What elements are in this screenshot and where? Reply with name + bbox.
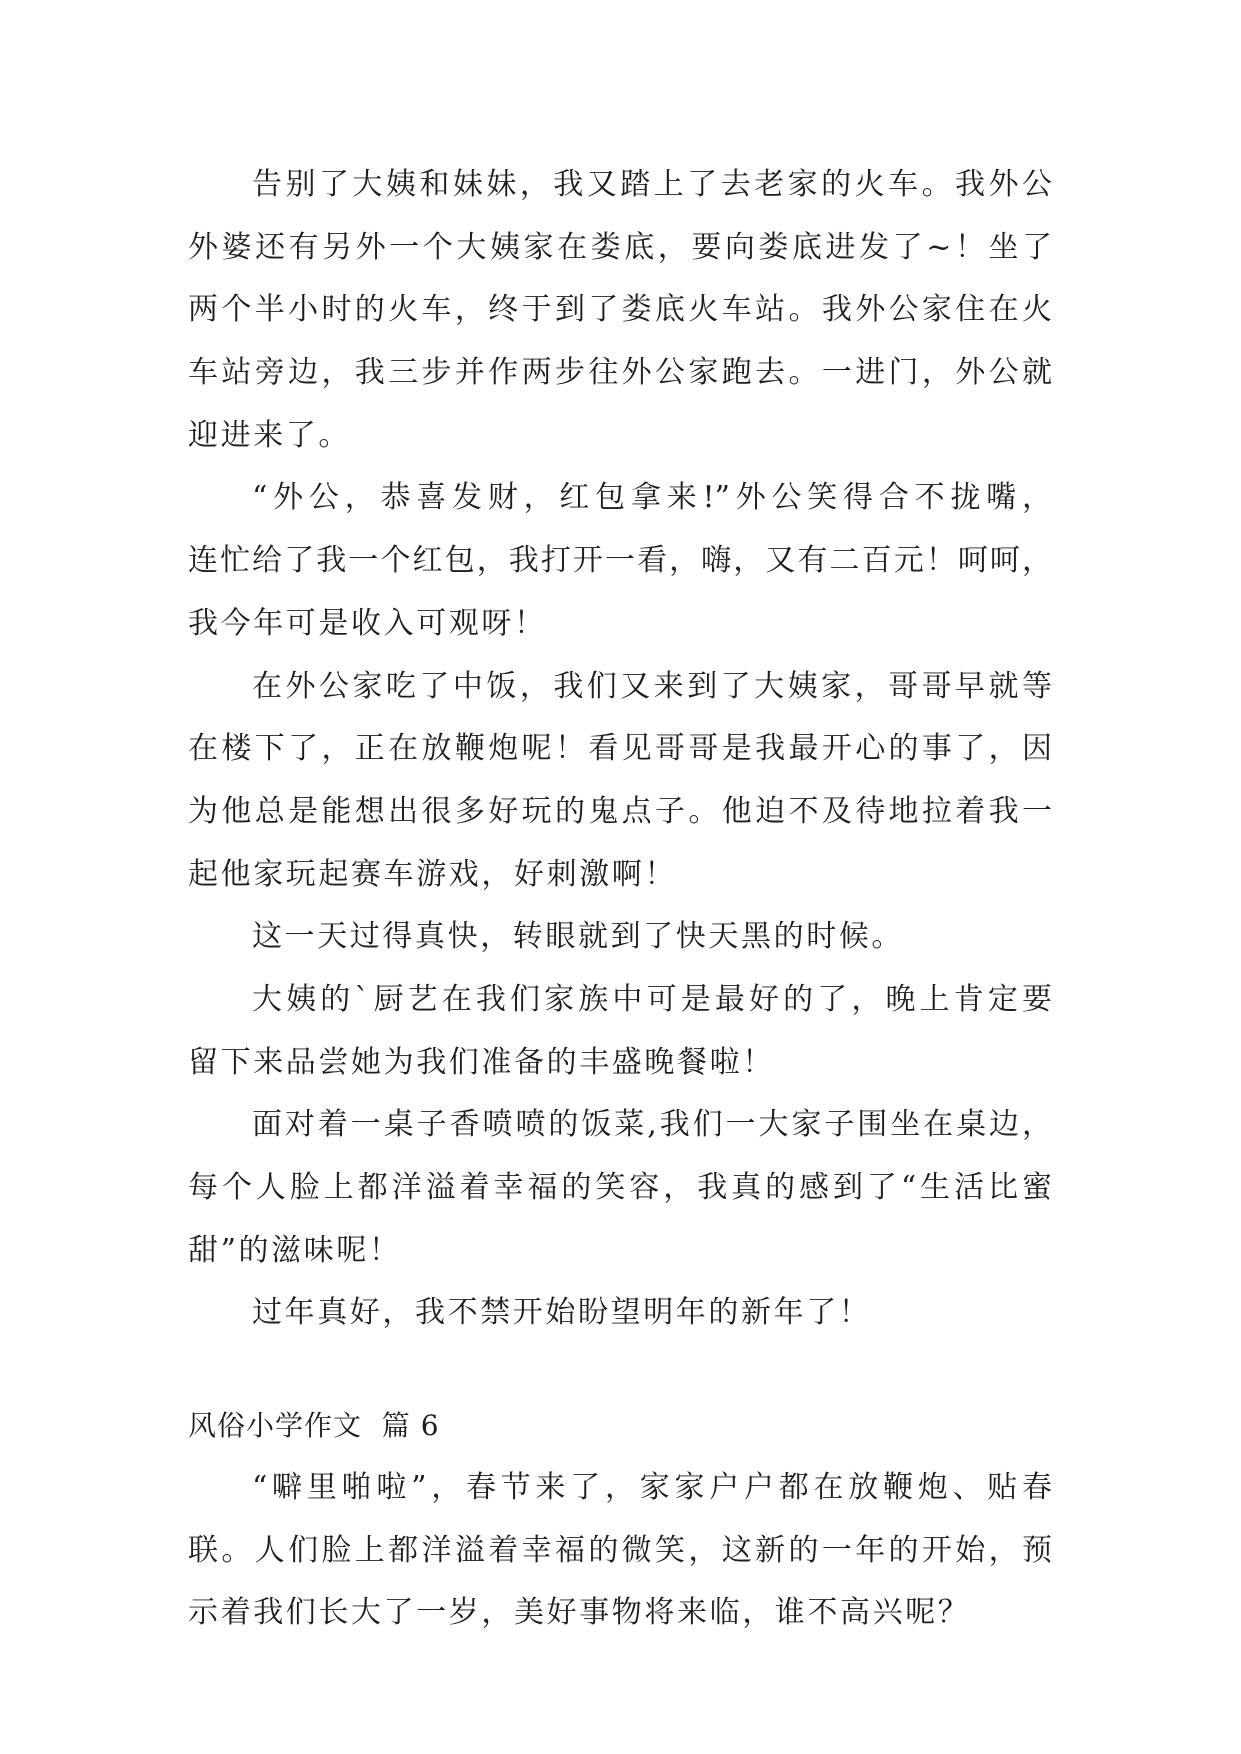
paragraph-line: 连忙给了我一个红包，我打开一看，嗨，又有二百元！呵呵， <box>188 543 1052 579</box>
paragraph-6 <box>188 1094 1052 1282</box>
paragraph-line: 迎进来了。 <box>188 417 351 453</box>
paragraph-line: 面对着一桌子香喷喷的饭菜,我们一大家子围坐在桌边， <box>252 1107 1052 1143</box>
paragraph-line: 过年真好，我不禁开始盼望明年的新年了！ <box>252 1295 872 1331</box>
paragraph-8 <box>188 1457 1052 1645</box>
paragraph-line: 告别了大姨和妹妹，我又踏上了去老家的火车。我外公 <box>252 167 1052 202</box>
paragraph-line: 每个人脸上都洋溢着幸福的笑容，我真的感到了“生活比蜜 <box>188 1170 1052 1205</box>
paragraph-line: 我今年可是收入可观呀！ <box>188 605 547 641</box>
paragraph-line: 两个半小时的火车，终于到了娄底火车站。我外公家住在火 <box>188 292 1052 328</box>
paragraph-line: 甜”的滋味呢！ <box>188 1232 402 1268</box>
section-heading-container <box>188 1396 1052 1456</box>
paragraph-7 <box>188 1282 1052 1345</box>
article-body <box>188 154 1052 1345</box>
paragraph-line: “噼里啪啦”，春节来了，家家户户都在放鞭炮、贴春 <box>252 1470 1052 1505</box>
section-heading: 风俗小学作文 篇 6 <box>188 1409 440 1442</box>
paragraph-line: 在楼下了，正在放鞭炮呢！看见哥哥是我最开心的事了，因 <box>188 731 1052 767</box>
paragraph-line: 外婆还有另外一个大姨家在娄底，要向娄底进发了~！坐了 <box>188 229 1052 265</box>
paragraph-3 <box>188 656 1052 907</box>
paragraph-1 <box>188 154 1052 467</box>
paragraph-line: 联。人们脸上都洋溢着幸福的微笑，这新的一年的开始，预 <box>188 1532 1052 1568</box>
paragraph-line: 留下来品尝她为我们准备的丰盛晚餐啦！ <box>188 1044 775 1080</box>
paragraph-line: “外公，恭喜发财，红包拿来!”外公笑得合不拢嘴， <box>252 480 1052 516</box>
paragraph-5 <box>188 969 1052 1094</box>
paragraph-line: 起他家玩起赛车游戏，好刺激啊！ <box>188 856 677 892</box>
paragraph-2 <box>188 467 1052 655</box>
paragraph-line: 车站旁边，我三步并作两步往外公家跑去。一进门，外公就 <box>188 355 1052 391</box>
paragraph-line: 这一天过得真快，转眼就到了快天黑的时候。 <box>252 919 904 955</box>
paragraph-line: 为他总是能想出很多好玩的鬼点子。他迫不及待地拉着我一 <box>188 793 1052 829</box>
paragraph-line: 示着我们长大了一岁，美好事物将来临，谁不高兴呢？ <box>188 1595 971 1631</box>
paragraph-4 <box>188 906 1052 969</box>
paragraph-line: 大姨的`厨艺在我们家族中可是最好的了，晚上肯定要 <box>252 981 1052 1017</box>
paragraph-line: 在外公家吃了中饭，我们又来到了大姨家，哥哥早就等 <box>252 668 1052 704</box>
